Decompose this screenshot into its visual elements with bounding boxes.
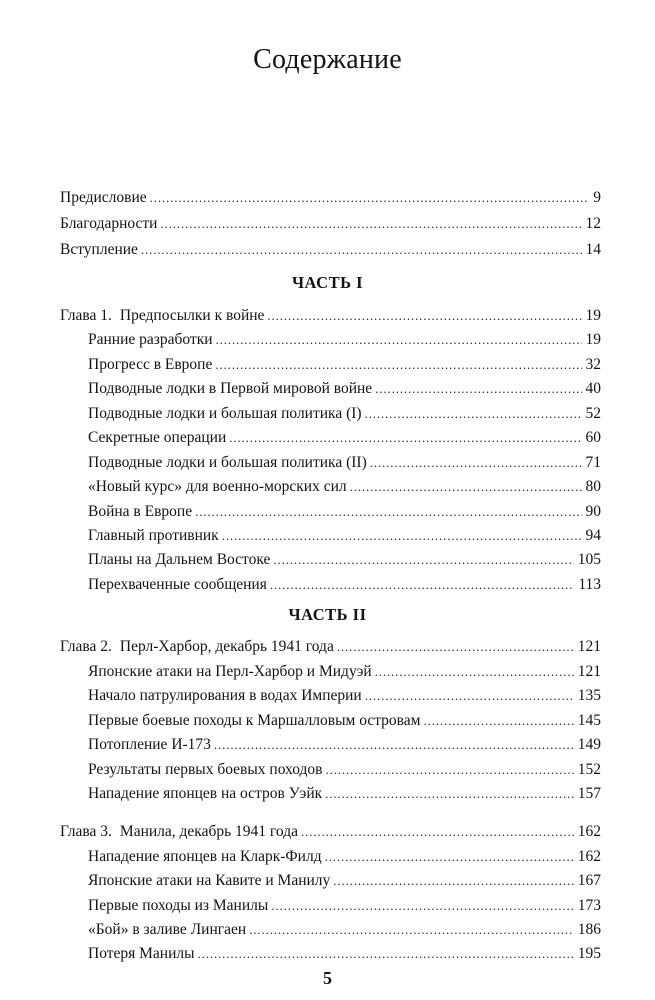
toc-section [88,524,601,548]
toc-section [88,845,601,869]
toc-entry-page: 167 [577,872,601,889]
toc-chapter-3 [60,820,601,844]
toc-section [88,709,601,733]
toc-section [88,660,601,684]
toc-entry-page: 162 [577,848,601,865]
chapter-title: Манила, декабрь 1941 года [119,823,298,840]
toc-chapter-2 [60,635,601,659]
toc-entry-label: Прогресс в Европе [88,356,213,373]
part-heading: ЧАСТЬ II [288,605,367,624]
dot-leader [141,238,582,262]
dot-leader [270,573,574,597]
dot-leader [195,500,581,524]
toc-entry-label: Результаты первых боевых походов [88,761,323,778]
toc-entry-label: Предисловие [60,189,147,206]
toc-entry-label: Ранние разработки [88,331,213,348]
toc-entry-label: Благодарности [60,215,158,232]
dot-leader [325,845,574,869]
toc-section [88,869,601,893]
dot-leader [214,733,574,757]
toc-section [88,500,601,524]
toc-section [88,377,601,401]
toc-entry-page: 19 [585,307,601,324]
dot-leader [337,635,574,659]
dot-leader [375,660,574,684]
chapter-number: Глава 2. [60,638,112,655]
toc-entry-page: 113 [578,576,601,593]
toc-entry-page: 12 [585,215,601,232]
dot-leader [229,426,581,450]
toc-entry-page: 121 [577,663,601,680]
dot-leader [222,524,582,548]
toc-section [88,426,601,450]
toc-entry-page: 105 [577,551,601,568]
toc-entry-label: Подводные лодки в Первой мировой войне [88,380,373,397]
toc-entry-label: Потопление И-173 [88,736,211,753]
toc-entry-page: 173 [577,897,601,914]
dot-leader [271,894,573,918]
toc-entry-page: 94 [585,527,601,544]
toc-section [88,918,601,942]
toc-entry-page: 71 [585,454,601,471]
toc-entry-label: Перехваченные сообщения [88,576,267,593]
dot-leader [365,684,574,708]
toc-section [88,402,601,426]
toc-section [88,573,601,597]
toc-entry-page: 157 [577,785,601,802]
toc-entry-page: 60 [585,429,601,446]
toc-entry-label: Японские атаки на Перл-Харбор и Мидуэй [88,663,372,680]
part-heading: ЧАСТЬ I [291,273,364,292]
toc-entry-label: «Новый курс» для военно-морских сил [88,478,347,495]
dot-leader [215,353,581,377]
toc-section [88,782,601,806]
toc-section [88,894,601,918]
dot-leader [326,758,574,782]
dot-leader [365,402,582,426]
toc-entry-page: 145 [577,712,601,729]
dot-leader [216,328,582,352]
toc-entry-label: Первые боевые походы к Маршалловым островам [88,712,421,729]
toc-entry-label: Война в Европе [88,503,193,520]
dot-leader [198,942,574,966]
toc-entry-label: Секретные операции [88,429,227,446]
toc-entry-page: 186 [577,921,601,938]
toc-entry-page: 9 [593,189,601,206]
toc-entry-label: Нападение японцев на остров Уэйк [88,785,323,802]
toc-section [88,451,601,475]
toc-entry-page: 14 [585,241,601,258]
toc-entry-page: 19 [585,331,601,348]
toc-entry-label: Главный противник [88,527,219,544]
toc-entry-page: 32 [585,356,601,373]
toc-entry-page: 52 [585,405,601,422]
page-number: 5 [323,968,332,988]
toc-entry-page: 162 [577,823,601,840]
toc-entry-acknowledgements [60,212,601,236]
toc-section [88,353,601,377]
toc-entry-label: Нападение японцев на Кларк-Филд [88,848,322,865]
dot-leader [375,377,581,401]
toc-entry-preface [60,186,601,210]
toc-entry-label: Потеря Манилы [88,945,195,962]
dot-leader [350,475,582,499]
chapter-title: Перл-Харбор, декабрь 1941 года [119,638,334,655]
dot-leader [333,869,573,893]
toc-entry-label: Японские атаки на Кавите и Манилу [88,872,331,889]
toc-entry-page: 80 [585,478,601,495]
dot-leader [150,186,590,210]
toc-entry-label: Подводные лодки и большая политика (I) [88,405,362,422]
toc-entry-page: 121 [577,638,601,655]
dot-leader [301,820,574,844]
toc-entry-page: 135 [577,687,601,704]
toc-entry-label: Первые походы из Манилы [88,897,269,914]
page-title: Содержание [253,44,402,75]
dot-leader [370,451,582,475]
toc-section [88,684,601,708]
toc-section [88,328,601,352]
toc-entry-label: Начало патрулирования в водах Империи [88,687,362,704]
toc-entry-page: 90 [585,503,601,520]
toc-section [88,548,601,572]
toc-chapter-1 [60,304,601,328]
chapter-number: Глава 3. [60,823,112,840]
toc-entry-page: 195 [577,945,601,962]
dot-leader [325,782,574,806]
toc-section [88,942,601,966]
dot-leader [424,709,574,733]
chapter-title: Предпосылки к войне [119,307,265,324]
chapter-number: Глава 1. [60,307,112,324]
toc-entry-page: 152 [577,761,601,778]
toc-entry-label: «Бой» в заливе Лингаен [88,921,247,938]
toc-entry-page: 40 [585,380,601,397]
toc-entry-introduction [60,238,601,262]
toc-entry-page: 149 [577,736,601,753]
dot-leader [160,212,581,236]
toc-section [88,475,601,499]
dot-leader [267,304,581,328]
toc-entry-label: Вступление [60,241,138,258]
dot-leader [249,918,574,942]
toc-section [88,758,601,782]
dot-leader [273,548,573,572]
toc-entry-label: Планы на Дальнем Востоке [88,551,271,568]
toc-entry-label: Подводные лодки и большая политика (II) [88,454,367,471]
toc-section [88,733,601,757]
